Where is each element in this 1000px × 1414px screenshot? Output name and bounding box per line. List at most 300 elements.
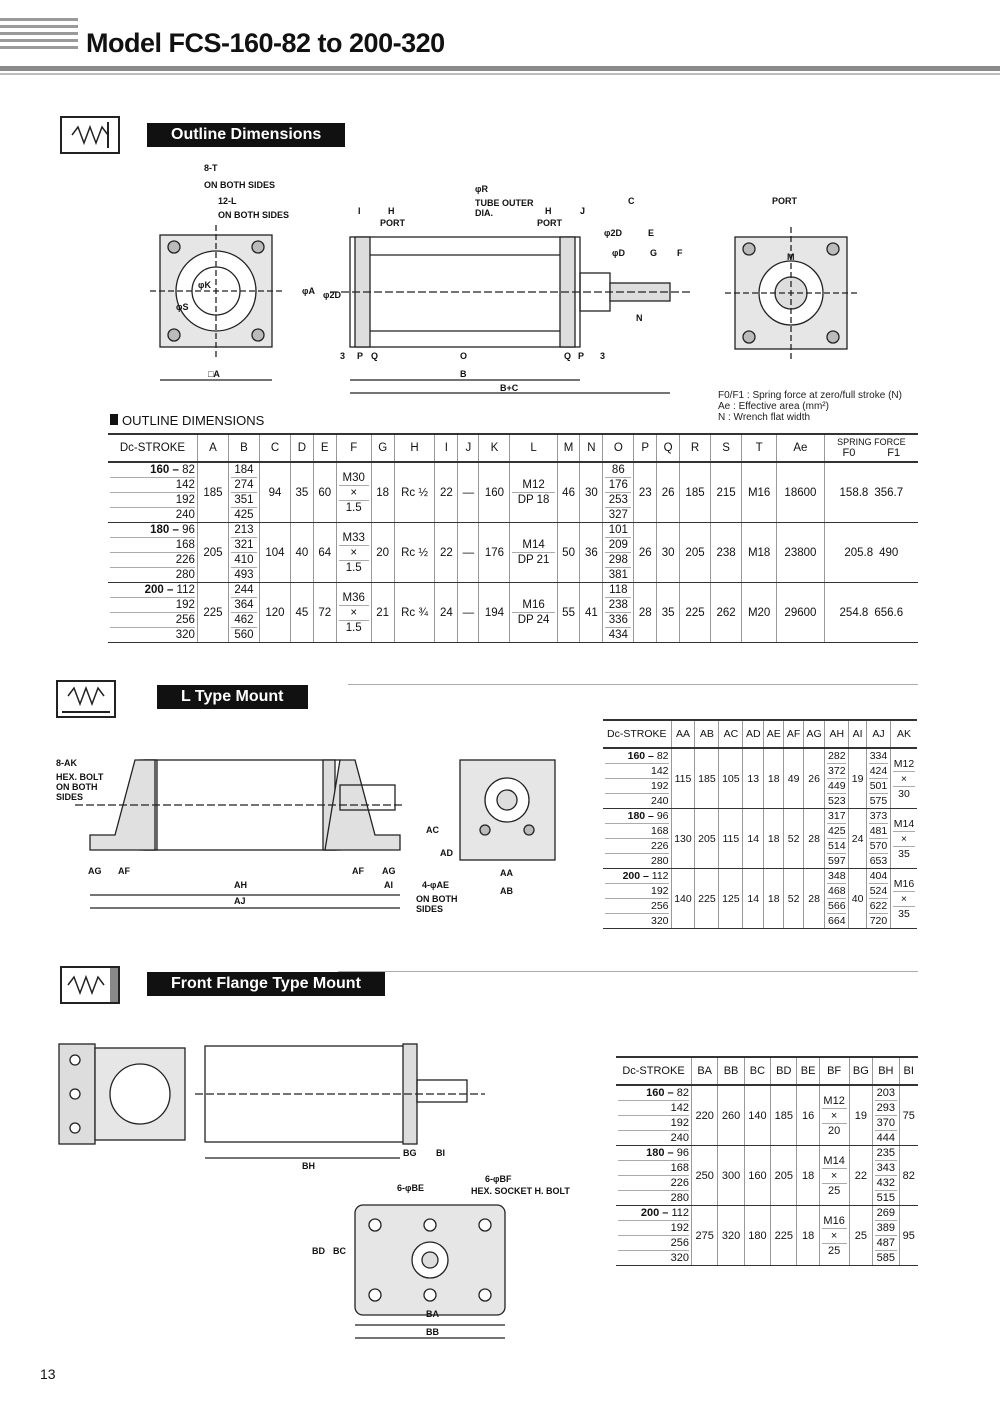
col-header: AH	[825, 720, 849, 748]
table-header-row	[108, 434, 918, 462]
stroke-number: 256	[670, 1237, 689, 1249]
table-cell: 225	[197, 583, 228, 643]
stroke-number: 142	[670, 1102, 689, 1114]
stroke-number: 256	[175, 614, 195, 626]
f0-value: 158.8	[839, 486, 869, 499]
cell-value: DP 24	[517, 614, 550, 626]
stroke-value	[605, 854, 669, 868]
cell-value: 118	[605, 583, 631, 598]
cell-value: 274	[231, 478, 257, 493]
stroke-number: 280	[650, 855, 669, 867]
dc-stroke-cell	[603, 809, 671, 869]
stroke-number: 280	[670, 1192, 689, 1204]
table-cell: 185	[680, 462, 711, 523]
cell-value: 282	[828, 750, 846, 762]
page-number: 13	[40, 1366, 56, 1382]
table-cell: 18	[764, 869, 784, 929]
stroke-number: 192	[650, 885, 669, 897]
table-cell	[819, 1146, 849, 1206]
cell-value: 720	[869, 915, 888, 927]
table-cell	[866, 809, 890, 869]
cell-value: 501	[869, 780, 888, 792]
col-header-spring	[824, 434, 918, 462]
label-n: N	[636, 313, 643, 323]
table-cell	[873, 1146, 899, 1206]
label-bf: 6-φBF	[485, 1174, 512, 1184]
cell-value: 336	[605, 613, 631, 628]
stroke-value	[605, 839, 669, 854]
cell-value: 253	[605, 493, 631, 508]
f0-value: 205.8	[844, 546, 874, 559]
label-aa: AA	[500, 868, 513, 878]
dc-stroke-cell	[616, 1206, 691, 1266]
stroke-number: 192	[670, 1222, 689, 1234]
cell-value: 25	[828, 1184, 841, 1197]
bore-value: 160 –	[150, 464, 183, 476]
cell-value: ×	[822, 1169, 847, 1184]
stroke-value	[110, 523, 195, 538]
cell-value: M16	[512, 598, 554, 613]
label-ae: 4-φAE	[422, 880, 449, 890]
stroke-value	[618, 1191, 689, 1205]
table-cell: 22	[435, 462, 458, 523]
label-ae-sub: ON BOTH SIDES	[416, 894, 458, 914]
col-header: AE	[764, 720, 784, 748]
stroke-number: 240	[670, 1132, 689, 1144]
label-q-left: Q	[371, 351, 379, 361]
label-m: M	[787, 252, 795, 262]
l-type-table	[603, 719, 917, 929]
table-cell: 50	[557, 523, 580, 583]
stroke-value	[110, 553, 195, 568]
stroke-number: 256	[650, 900, 669, 912]
cell-value: 327	[608, 509, 628, 521]
bore-value: 200 –	[144, 584, 177, 596]
col-header: C	[259, 434, 290, 462]
stroke-value	[618, 1086, 689, 1101]
label-g: G	[650, 248, 658, 258]
spring-force-cell	[824, 462, 918, 523]
label-s: φS	[176, 302, 189, 312]
label-bc: BC	[333, 1246, 346, 1256]
page-title: Model FCS-160-82 to 200-320	[86, 28, 445, 58]
cell-value: 30	[898, 787, 910, 800]
cell-value: 321	[231, 538, 257, 553]
stroke-value	[110, 598, 195, 613]
table-cell: 160	[479, 462, 510, 523]
col-header: J	[458, 434, 479, 462]
dc-stroke-cell	[108, 462, 197, 523]
table-cell	[510, 583, 557, 643]
table-cell	[336, 462, 371, 523]
cell-value: ×	[893, 832, 915, 847]
table-cell	[336, 583, 371, 643]
label-bb: BB	[426, 1327, 439, 1337]
cell-value: M14	[512, 538, 554, 553]
col-header: P	[634, 434, 657, 462]
label-12-l: 12-L	[218, 196, 237, 206]
cell-value: 269	[876, 1207, 895, 1219]
legend-line: Ae : Effective area (mm²)	[718, 401, 829, 412]
cell-value: 432	[876, 1177, 895, 1189]
legend-line: N : Wrench flat width	[718, 412, 811, 423]
stroke-value	[110, 538, 195, 553]
table-cell	[890, 748, 917, 809]
cell-value: 203	[876, 1087, 895, 1099]
stroke-number: 82	[182, 464, 195, 476]
cell-value: M30	[339, 471, 369, 486]
table-cell: 30	[580, 462, 603, 523]
label-e: E	[648, 228, 655, 238]
table-cell	[866, 748, 890, 809]
cell-value: 101	[605, 523, 631, 538]
table-cell	[603, 462, 634, 523]
table-row	[603, 869, 917, 929]
label-c: C	[628, 196, 635, 206]
table-cell: 194	[479, 583, 510, 643]
dc-stroke-cell	[603, 869, 671, 929]
table-cell: 205	[695, 809, 719, 869]
label-p-left: P	[357, 351, 364, 361]
bore-value: 160 –	[646, 1087, 677, 1099]
table-cell: 225	[771, 1206, 797, 1266]
cell-value: 560	[234, 629, 254, 641]
stroke-value	[110, 508, 195, 522]
table-cell: 225	[680, 583, 711, 643]
cell-value: 381	[608, 569, 628, 581]
label-a: φA	[302, 286, 315, 296]
table-cell	[228, 462, 259, 523]
cell-value: ×	[339, 546, 369, 561]
label-ag-right: AG	[382, 866, 396, 876]
table-cell: 205	[680, 523, 711, 583]
stroke-value	[618, 1116, 689, 1131]
table-cell: 49	[784, 748, 804, 809]
table-cell: 40	[290, 523, 313, 583]
header-decoration	[0, 18, 78, 53]
table-cell: 24	[849, 809, 867, 869]
cell-value: M33	[339, 531, 369, 546]
table-cell: 35	[290, 462, 313, 523]
table-cell: 28	[634, 583, 657, 643]
spring-force-cell	[824, 583, 918, 643]
table-cell: 95	[899, 1206, 918, 1266]
table-cell: 238	[711, 523, 742, 583]
cell-value: ×	[822, 1229, 847, 1244]
table-cell: 19	[849, 748, 867, 809]
table-cell	[228, 583, 259, 643]
table-header-row	[603, 720, 917, 748]
table-cell	[866, 869, 890, 929]
cell-value: 389	[876, 1222, 895, 1234]
table-cell: 52	[784, 869, 804, 929]
table-cell: 25	[849, 1206, 873, 1266]
table-row	[108, 462, 918, 523]
cell-value: 1.5	[345, 501, 362, 514]
label-8-t: 8-T	[204, 163, 218, 173]
col-header: E	[313, 434, 336, 462]
cell-value: ×	[822, 1109, 847, 1124]
cell-value: 298	[605, 553, 631, 568]
cell-value: 343	[876, 1162, 895, 1174]
table-cell: Rc ½	[394, 462, 435, 523]
label-8-t-sub: ON BOTH SIDES	[204, 180, 276, 190]
label-ab: AB	[500, 886, 513, 896]
col-header: BF	[819, 1057, 849, 1085]
col-header: Ae	[777, 434, 824, 462]
cell-value: 410	[231, 553, 257, 568]
label-ah: AH	[234, 880, 247, 890]
stroke-number: 192	[650, 780, 669, 792]
dc-stroke-cell	[616, 1085, 691, 1146]
stroke-value	[110, 628, 195, 642]
table-cell: 23	[634, 462, 657, 523]
label-bh: BH	[302, 1161, 315, 1171]
table-cell: —	[458, 583, 479, 643]
spring-force-header: SPRING FORCE	[837, 437, 906, 447]
table-cell: 29600	[777, 583, 824, 643]
stroke-number: 96	[656, 810, 669, 822]
col-header: Dc-STROKE	[603, 720, 671, 748]
stroke-value	[605, 764, 669, 779]
cell-value: 235	[876, 1147, 895, 1159]
table-cell: 130	[671, 809, 695, 869]
cell-value: 1.5	[345, 621, 362, 634]
table-cell: 185	[771, 1085, 797, 1146]
stroke-value	[110, 493, 195, 508]
table-row	[603, 748, 917, 809]
col-header: K	[479, 434, 510, 462]
label-2d: φ2D	[604, 228, 622, 238]
label-ad: AD	[440, 848, 453, 858]
stroke-value	[110, 463, 195, 478]
stroke-value	[618, 1176, 689, 1191]
col-header: AJ	[866, 720, 890, 748]
col-header: BC	[744, 1057, 770, 1085]
label-ag-left: AG	[88, 866, 102, 876]
cell-value: 35	[898, 907, 910, 920]
stroke-value	[605, 809, 669, 824]
stroke-number: 280	[175, 569, 195, 581]
label-bg: BG	[403, 1148, 417, 1158]
label-d: φD	[612, 248, 625, 258]
col-header: AD	[743, 720, 764, 748]
table-cell: 55	[557, 583, 580, 643]
label-8-ak-sub: HEX. BOLT ON BOTH SIDES	[56, 772, 104, 802]
cell-value: 25	[828, 1244, 841, 1257]
col-header: AI	[849, 720, 867, 748]
col-header: AB	[695, 720, 719, 748]
label-af-left: AF	[118, 866, 130, 876]
section-title-outline: Outline Dimensions	[147, 123, 345, 147]
stroke-number: 168	[650, 825, 669, 837]
table-cell: 220	[691, 1085, 717, 1146]
spring-cylinder-icon	[60, 116, 120, 154]
cell-value: 209	[605, 538, 631, 553]
table-cell: 18	[797, 1146, 819, 1206]
table-row	[616, 1085, 918, 1146]
table-cell: 72	[313, 583, 336, 643]
table-cell: 35	[657, 583, 680, 643]
cell-value: M16	[893, 877, 915, 890]
cell-value: ×	[339, 606, 369, 621]
col-header: AC	[719, 720, 743, 748]
table-cell	[819, 1085, 849, 1146]
header-rule-thin	[0, 73, 1000, 75]
table-cell: 28	[803, 869, 824, 929]
table-cell	[825, 809, 849, 869]
label-r-sub: TUBE OUTER DIA.	[475, 198, 534, 218]
table-cell: M20	[742, 583, 777, 643]
cell-value: 425	[828, 825, 846, 837]
cell-value: 653	[869, 855, 888, 867]
bore-value: 200 –	[640, 1207, 672, 1219]
stroke-number: 192	[670, 1117, 689, 1129]
stroke-value	[618, 1146, 689, 1161]
label-sq-a: □A	[208, 369, 220, 379]
col-header: BG	[849, 1057, 873, 1085]
col-header: Dc-STROKE	[616, 1057, 691, 1085]
stroke-number: 320	[650, 915, 669, 927]
table-cell: 176	[479, 523, 510, 583]
spring-force-cell	[824, 523, 918, 583]
dc-stroke-cell	[108, 583, 197, 643]
col-header: F	[336, 434, 371, 462]
table-cell: 225	[695, 869, 719, 929]
outline-dimensions-drawing	[150, 155, 910, 395]
table-cell: 115	[719, 809, 743, 869]
outline-table-title: OUTLINE DIMENSIONS	[110, 413, 264, 428]
col-header: AF	[784, 720, 804, 748]
cell-value: 434	[608, 629, 628, 641]
cell-value: M14	[893, 817, 915, 830]
label-bc: B+C	[500, 383, 519, 393]
cell-value: 244	[231, 583, 257, 598]
table-cell: 205	[771, 1146, 797, 1206]
table-cell	[825, 869, 849, 929]
table-row	[616, 1146, 918, 1206]
col-header: A	[197, 434, 228, 462]
table-cell: 260	[718, 1085, 744, 1146]
col-header: R	[680, 434, 711, 462]
cell-value: 238	[605, 598, 631, 613]
table-cell: 14	[743, 869, 764, 929]
stroke-value	[605, 884, 669, 899]
label-3-left: 3	[340, 351, 346, 361]
stroke-number: 82	[676, 1087, 689, 1099]
col-header: AG	[803, 720, 824, 748]
label-port-end: PORT	[772, 196, 798, 206]
label-af-right: AF	[352, 866, 364, 876]
table-cell: 75	[899, 1085, 918, 1146]
stroke-number: 168	[670, 1162, 689, 1174]
section-rule	[338, 971, 918, 972]
table-cell	[603, 583, 634, 643]
cell-value: 35	[898, 847, 910, 860]
stroke-value	[110, 478, 195, 493]
stroke-value	[605, 794, 669, 808]
bore-value: 180 –	[150, 524, 183, 536]
cell-value: M12	[512, 478, 554, 493]
col-header: G	[371, 434, 394, 462]
stroke-number: 240	[175, 509, 195, 521]
stroke-number: 96	[676, 1147, 689, 1159]
stroke-value	[605, 749, 669, 764]
cell-value: 184	[231, 463, 257, 478]
stroke-number: 112	[651, 870, 669, 882]
stroke-value	[110, 613, 195, 628]
table-cell: 115	[671, 748, 695, 809]
table-cell: 30	[657, 523, 680, 583]
stroke-value	[605, 779, 669, 794]
table-cell: 18	[764, 748, 784, 809]
table-row	[108, 523, 918, 583]
legend-line: F0/F1 : Spring force at zero/full stroke (N)	[718, 390, 902, 401]
stroke-value	[618, 1206, 689, 1221]
f1-value: 490	[879, 546, 899, 559]
table-cell: 52	[784, 809, 804, 869]
table-cell: 105	[719, 748, 743, 809]
table-cell: 41	[580, 583, 603, 643]
outline-dimensions-table	[108, 433, 918, 643]
col-header: BI	[899, 1057, 918, 1085]
table-cell: 120	[259, 583, 290, 643]
stroke-number: 142	[650, 765, 669, 777]
label-port-right: PORT	[537, 218, 563, 228]
l-type-mount-icon	[56, 680, 116, 718]
cell-value: 293	[876, 1102, 895, 1114]
flange-table	[616, 1056, 918, 1266]
table-cell: 26	[803, 748, 824, 809]
table-cell: 14	[743, 809, 764, 869]
label-3-right: 3	[600, 351, 606, 361]
table-cell	[228, 523, 259, 583]
col-header: N	[580, 434, 603, 462]
cell-value: 664	[828, 915, 846, 927]
stroke-number: 168	[175, 539, 195, 551]
table-cell	[510, 462, 557, 523]
label-ac: AC	[426, 825, 439, 835]
table-cell: 300	[718, 1146, 744, 1206]
stroke-value	[110, 583, 195, 598]
col-header: I	[435, 434, 458, 462]
stroke-value	[605, 869, 669, 884]
label-o: O	[460, 351, 468, 361]
stroke-number: 142	[175, 479, 195, 491]
cell-value: 86	[605, 463, 631, 478]
label-12-l-sub: ON BOTH SIDES	[218, 210, 290, 220]
cell-value: 585	[876, 1252, 895, 1264]
bullet-icon	[110, 414, 118, 425]
table-cell	[819, 1206, 849, 1266]
stroke-value	[618, 1251, 689, 1265]
f1-value: 656.6	[874, 606, 904, 619]
cell-value: 570	[869, 840, 888, 852]
table-cell: 18	[797, 1206, 819, 1266]
table-cell: 16	[797, 1085, 819, 1146]
cell-value: 404	[869, 870, 888, 882]
cell-value: 597	[828, 855, 846, 867]
label-8-ak: 8-AK	[56, 758, 78, 768]
stroke-number: 82	[656, 750, 669, 762]
table-cell: 26	[634, 523, 657, 583]
cell-value: M12	[893, 757, 915, 770]
f1-value: 356.7	[874, 486, 904, 499]
col-header: S	[711, 434, 742, 462]
stroke-value	[110, 568, 195, 582]
cell-value: 370	[876, 1117, 895, 1129]
stroke-number: 192	[175, 494, 195, 506]
